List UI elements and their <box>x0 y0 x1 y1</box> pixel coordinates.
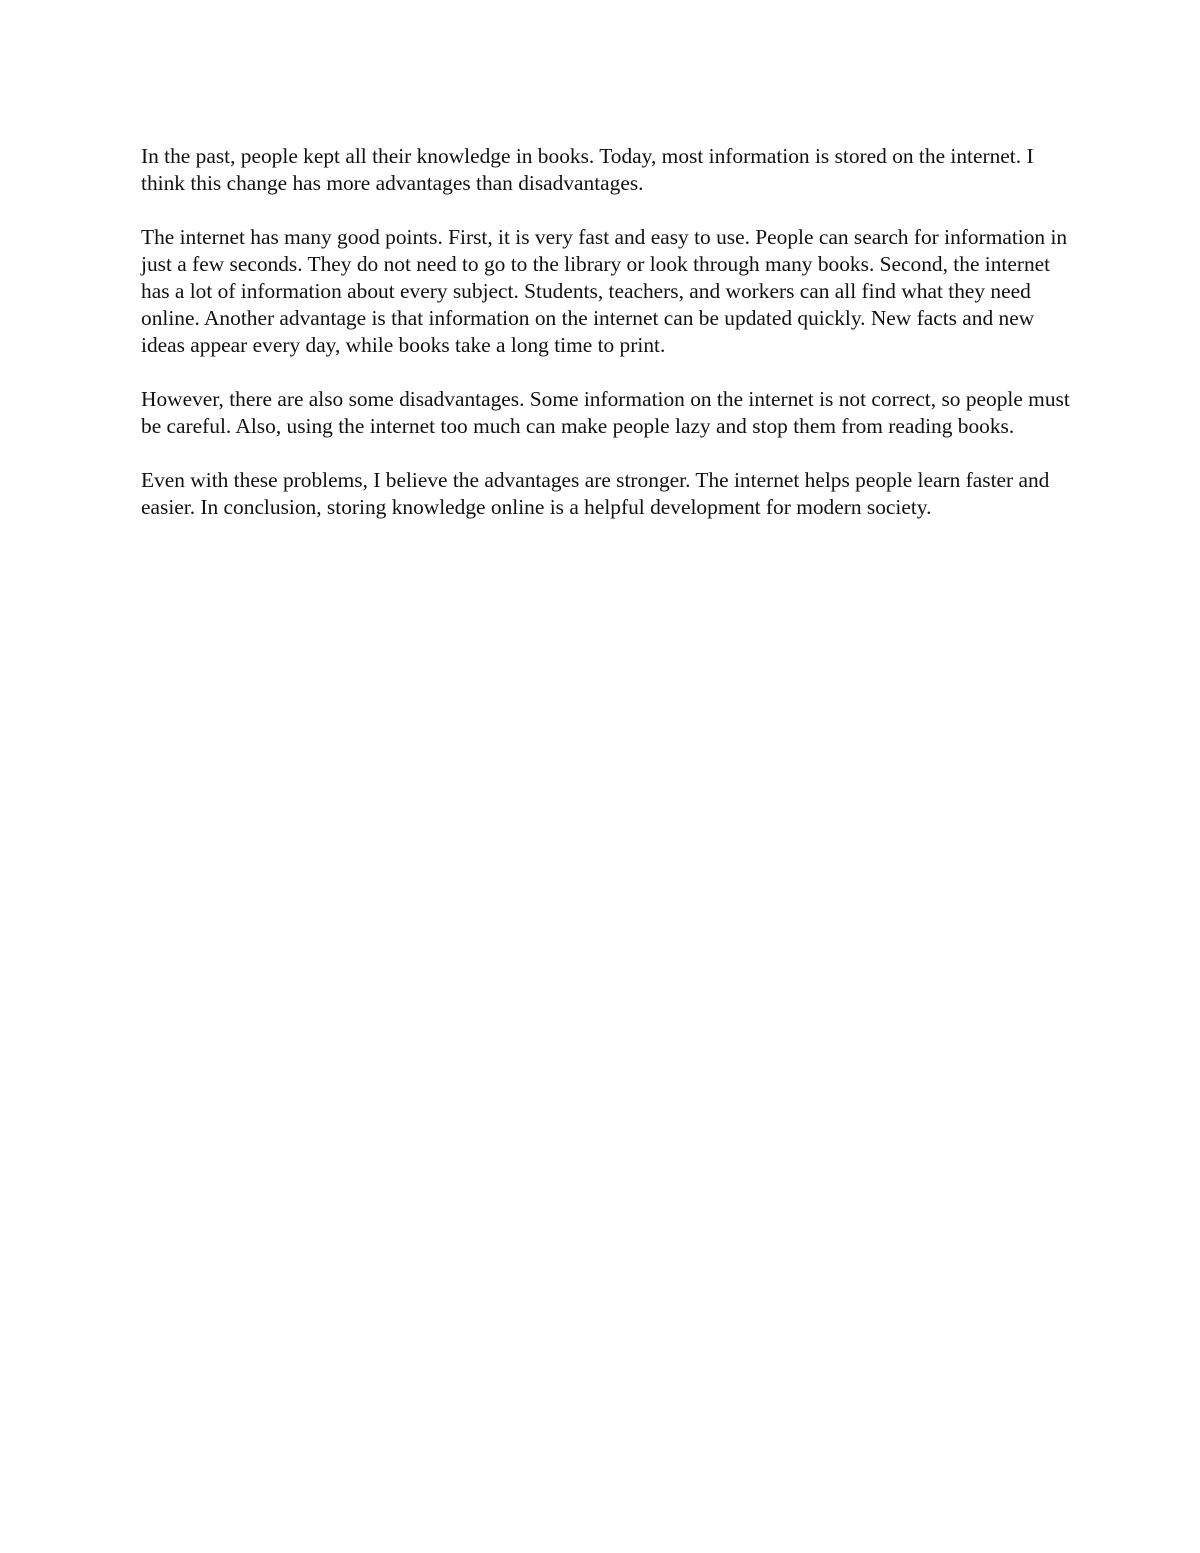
paragraph-disadvantages: However, there are also some disadvantages. Some information on the internet is not correct, so people must be careful. Also, using the internet too much can make people lazy and stop them from reading books. <box>141 387 1070 438</box>
document-body <box>141 143 1071 548</box>
paragraph-advantages: The internet has many good points. First, it is very fast and easy to use. People can search for information in just a few seconds. They do not need to go to the library or look through many books. Second, the internet has a lot of information about every subject. Students, teachers, and workers can all find what they need online. Another advantage is that information on the internet can be updated quickly. New facts and new ideas appear every day, while books take a long time to print. <box>141 225 1068 357</box>
paragraph-conclusion: Even with these problems, I believe the advantages are stronger. The internet helps people learn faster and easier. In conclusion, storing knowledge online is a helpful development for modern society. <box>141 468 1050 519</box>
paragraph-intro: In the past, people kept all their knowledge in books. Today, most information is stored on the internet. I think this change has more advantages than disadvantages. <box>141 144 1034 195</box>
